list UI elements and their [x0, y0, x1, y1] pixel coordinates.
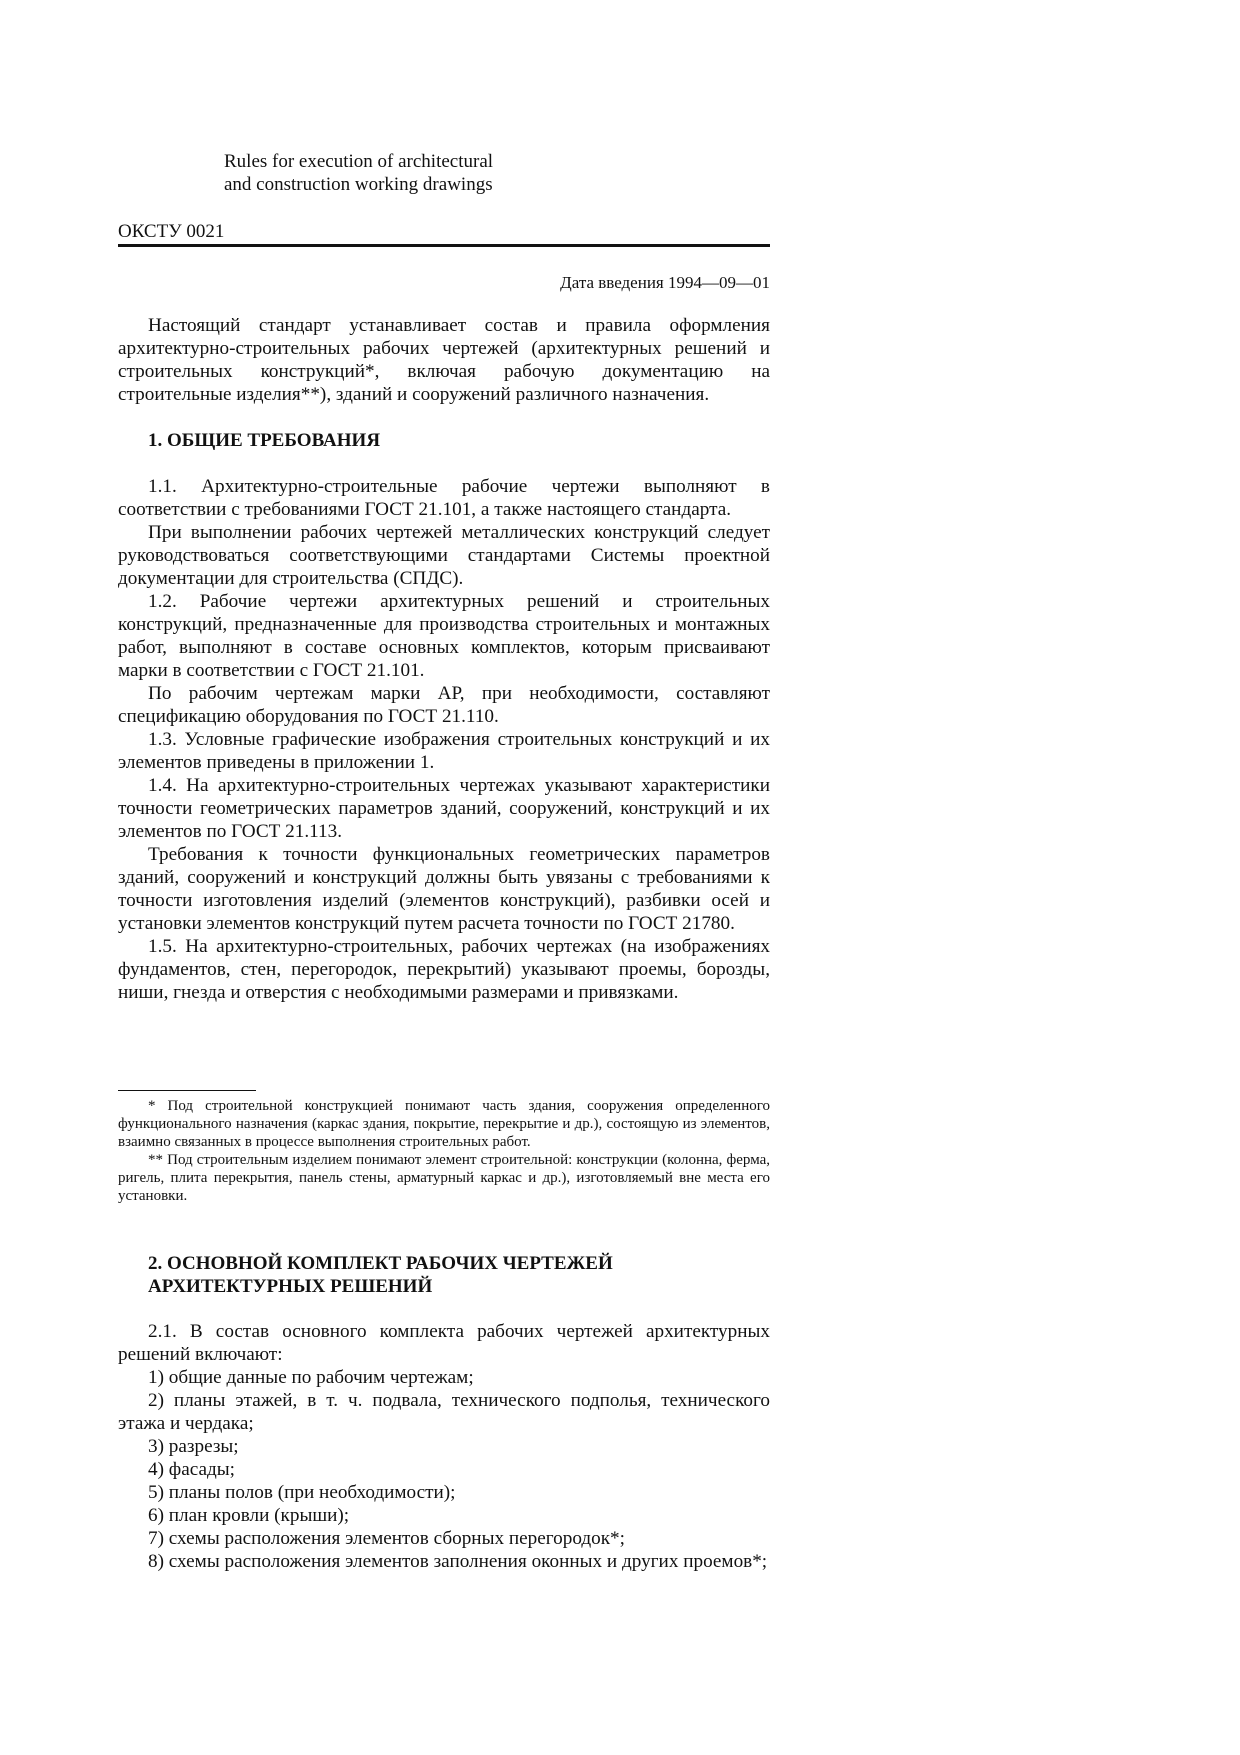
- section-1-body: [118, 475, 770, 1004]
- english-title: [224, 150, 493, 196]
- footnote-rule: [118, 1090, 256, 1091]
- list-item: 4) фасады;: [148, 1459, 235, 1480]
- section-2-heading-line-1: 2. ОСНОВНОЙ КОМПЛЕКТ РАБОЧИХ ЧЕРТЕЖЕЙ: [148, 1253, 613, 1274]
- list-item: 2) планы этажей, в т. ч. подвала, технического подполья, технического этажа и чердака;: [118, 1390, 770, 1434]
- preamble-block: [118, 314, 770, 406]
- english-title-line-1: Rules for execution of architectural: [224, 151, 494, 172]
- preamble-paragraph: Настоящий стандарт устанавливает состав и правила оформления архитектурно-строительных рабочих чертежей (архитектурных решений и строительных конструкций*, включая рабочую документацию на строительные изделия**), зданий и сооружений различного назначения.: [118, 315, 770, 405]
- list-item: 5) планы полов (при необходимости);: [148, 1482, 456, 1503]
- section-2-intro: 2.1. В состав основного комплекта рабочих чертежей архитектурных решений включают:: [118, 1321, 770, 1365]
- section-1-paragraph: По рабочим чертежам марки АР, при необходимости, составляют спецификацию оборудования по ГОСТ 21.110.: [118, 683, 770, 727]
- section-1-paragraph: Требования к точности функциональных геометрических параметров зданий, сооружений и конструкций должны быть увязаны с требованиями к точности изготовления изделий (элементов конструкций), разбивки осей и установки элементов конструкций путем расчета точности по ГОСТ 21780.: [118, 844, 770, 934]
- section-1-paragraph: 1.2. Рабочие чертежи архитектурных решений и строительных конструкций, предназначенные для производства строительных и монтажных работ, выполняют в составе основных комплектов, которым присваивают марки в соответствии с ГОСТ 21.101.: [118, 591, 770, 681]
- section-1: [118, 429, 770, 452]
- list-item: 3) разрезы;: [148, 1436, 239, 1457]
- section-1-paragraph: При выполнении рабочих чертежей металлических конструкций следует руководствоваться соответствующими стандартами Системы проектной документации для строительства (СПДС).: [118, 522, 770, 589]
- header-rule: [118, 244, 770, 247]
- list-item: 7) схемы расположения элементов сборных перегородок*;: [148, 1528, 625, 1549]
- introduction-date: Дата введения 1994—09—01: [560, 273, 770, 292]
- list-item: 6) план кровли (крыши);: [148, 1505, 350, 1526]
- footnote-1: * Под строительной конструкцией понимают часть здания, сооружения определенного функционального назначения (каркас здания, покрытие, перекрытие и др.), состоящую из элементов, взаимно связанных в процессе выполнения строительных работ.: [118, 1098, 770, 1150]
- section-1-paragraph: 1.5. На архитектурно-строительных, рабочих чертежах (на изображениях фундаментов, стен, перегородок, перекрытий) указывают проемы, борозды, ниши, гнезда и отверстия с необходимыми размерами и привязками.: [118, 936, 770, 1003]
- section-1-paragraph: 1.3. Условные графические изображения строительных конструкций и их элементов приведены в приложении 1.: [118, 729, 770, 773]
- section-1-heading: 1. ОБЩИЕ ТРЕБОВАНИЯ: [148, 430, 381, 451]
- section-1-paragraph: 1.1. Архитектурно-строительные рабочие чертежи выполняют в соответствии с требованиями ГОСТ 21.101, а также настоящего стандарта.: [118, 476, 770, 520]
- footnote-2: ** Под строительным изделием понимают элемент строительной: конструкции (колонна, ферма, ригель, плита перекрытия, панель стены, арматурный каркас и др.), изготовляемый вне места его установки.: [118, 1152, 770, 1204]
- section-2: [118, 1252, 770, 1298]
- okstu-code: ОКСТУ 0021: [118, 221, 225, 242]
- footnotes: [118, 1090, 770, 1205]
- english-title-line-2: and construction working drawings: [224, 174, 493, 195]
- section-2-heading-line-2: АРХИТЕКТУРНЫХ РЕШЕНИЙ: [148, 1276, 433, 1297]
- section-2-body: [118, 1320, 770, 1573]
- list-item: 8) схемы расположения элементов заполнения оконных и других проемов*;: [148, 1551, 768, 1572]
- section-1-paragraph: 1.4. На архитектурно-строительных чертежах указывают характеристики точности геометрических параметров зданий, сооружений, конструкций и их элементов по ГОСТ 21.113.: [118, 775, 770, 842]
- list-item: 1) общие данные по рабочим чертежам;: [148, 1367, 474, 1388]
